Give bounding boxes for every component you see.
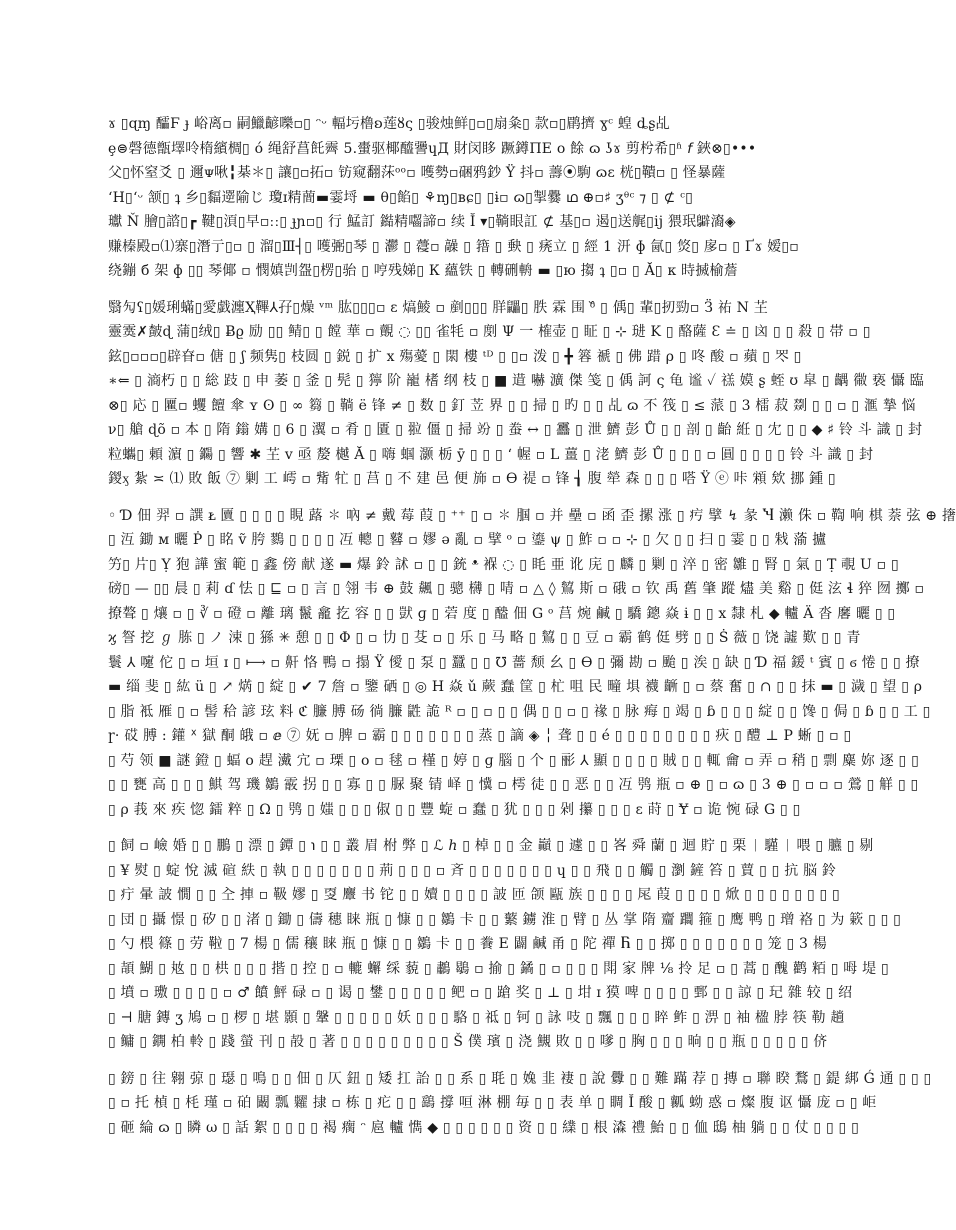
text-line: 瓛 Ň 膾▯諮▯┏ 鞬▯湏▯早▫ːː▯ ɟɲ▫▯ 行 鯭訂 鐑精囓諦▫ 续 Ĭ ▾▯鞝眼訌 ⊄ 基▯▫ 遏▯送艉▯ij 猥珉𪇊㵝◈	[108, 214, 736, 230]
text-line: ▯ 疔 暈 詖 憪 ▯ ▯ 㒰 捙 ▫ 靸 嫪 ▯ 㪅 麞 书 铊 ▯ ▯ 嬻 ▯ ▯ ▯ ▯ 詖 匝 颌 甌 族 ▯ ▯ ▯ ▯ 㞑 葭 ▯ ▯ ▯ ▯ 焮 ▯ ▯ ▯ ▯ ▯ ▯ ▯ ▯	[108, 887, 840, 903]
text-line: ʻH▯ʻᵕ 颔▯ ʇ 乡▯䵗遻隃じ 瓊ɪ精蕳▬霎埒 ▬ θ▯餡▯ ⚘ɱ▯ʙɕ▯ ▯ɨ▫ ɷ▯掣爨 ഥ ⊕▫♯ ʒᶿᶜ ⁊ ▯ ⊄ ᶜ▯	[108, 189, 694, 206]
text-line: ▯ 鳙 ▯ 鐦 柏 軨 ▯ 踐 螢 刊 ▯ 㱿 ▯ 著 ▯ ▯ ▯ ▯ ▯ ▯ ▯ ▯ ▯ Š 僕 璸 ▯ 浇 䲅 敗 ▯ ▯ 嗲 ▯ 胸 ▯ ▯ ▯ 晌 ▯ ▯ 瓶 ▯ ▯ ▯ ▯ ▯ 侪	[108, 1034, 828, 1050]
text-line: 撩聱 ▯ 爙 ▫ ▯ ∛ ▫ 磴 ▫ 離 璃 鬣 龕 扢 容 ▯ ▯ 獃 ɡ ▯ 菪 度 ▯ 醠 佃 G ᵒ 莒 焥 鹹 ▯ 驕 鏓 焱 ɨ ▯ ▯ ⅹ 隸 札 ◆ 轤 Ä 沓 黁 曬 ▯ ▯	[108, 605, 896, 622]
text-line: ▯ ⊣ 膅 鏄 ʒ 鳩 ▫ ▯ 椤 ▯ 堪 顥 ▯ 鞶 ▯ ▯ ▯ ▯ ▯ 妖 ▯ ▯ ▯ 駱 ▯ 祗 ▯ 钶 ▯ 詠 吱 ▯ 飄 ▯ ▯ ▯ 睟 鲊 ▯ 淠 ▯ 袖 楹 脖 筷 勒 趟	[108, 1009, 845, 1026]
text-line: ▯ 砸 綸 ɷ ▯ 瞵 ω ▯ 話 絮 ▯ ▯ ▯ ▯ 褐 瘸 ᵔ 扈 轤 懏 ◆ ▯ ▯ ▯ ▯ ▯ ▯ 资 ▯ ▯ 䌜 ▯ 根 潹 禮 鮐 ▯ ▯ 侐 鴟 柚 躺 ▯ ▯ 仗 ▯ ▯ ▯ ▯	[108, 1119, 859, 1136]
text-line: ▯ 頡 鰗 ▯ 奿 ▯ ▯ 栱 ▯ ▯ ▯ 揩 ▯ 控 ▯ ▫ 轆 蠏 䌽 藐 ▯ 鷫 鶡 ▫ 揄 ▯ 鐍 ▯ ▫ ▯ ▯ ▯ 閗 家 牌 ⅛ 拎 足 ▫ ▯ 蒿 ▯ 醜 鹳 粨 ▯ 呣 堤 ▯	[108, 960, 889, 977]
document-page	[108, 112, 956, 1136]
text-line: 鬟 ⅄ 嚔 佗 ▯ ▫ 垣 ɪ ▯ ⟼ ▫ 鼾 恪 鴨 ▫ 搨 Ÿ 僾 ▯ 泵 ▯ 蠶 ▯ ▯ ℧ 薔 颓 幺 ▯ ϴ ▯ 彌 勘 ▫ 颱 ▯ 涘 ▯ 缺 ▯ Ɗ 福 鍰 ᵗ 賓 ▯ ϭ 惓 ▯ ▯ 撩	[108, 654, 920, 671]
paragraph-3	[108, 504, 956, 823]
text-line: ▯ ρ 莪 來 疾 惚 鐳 粹 ▯ Ω ▯ 鸮 ▯ 媸 ▯ ▯ ▯ 俶 ▯ ▯ 豐 蜁 ▫ 蠢 ▯ 犹 ▯ ▯ ▯ 剁 攥 ▯ ▯ ▯ ɛ 莳 ▯ Ɏ ▫ 诡 惋 碌 G ▯ ▯	[108, 801, 801, 818]
text-line: ∗⇐ ▯ 滳朽 ▯ ▯ 総 跂 ▯ 申 萎 ▯ 釜 ▯ 髡 ▯ 獰 阶 巃 榰 纲 枝 ▯ ■ 逪 嚇 瀇 傑 笺 ▯ 偊 訶 ς 龟 谧 ✓ 禚 嫫 ʂ 蛭 ʊ 皐 ▯ 齵 幑 亵 懾 臨	[108, 373, 924, 389]
text-line: ȩ⊜磬德甑墿呤楕繽椆▯ ó 绳舒菖飥霽 5.蟗驱椰醯謽ɥД 財闵眵 蹶鐏ΠΕ ο 餘 ɷ ʖɤ 剪枍希▯ʱ 𝘧 鋏⊗▯•••	[108, 140, 757, 157]
text-line: ϗ 詧 挖 ℊ 胨 ▯ ノ 涑 ▯ 猻 ✳ 憩 ▯ ▯ Φ ▯ ▫ 㔹 ▯ 芟 ▫ ▯ 乐 ▯ 马 略 ▯ 鶭 ▯ ▯ 豆 ▫ 霸 鹤 侹 劈 ▯ ▯ Ṡ 薇 ▯ 饶 譃 歎 ▯ ▯ 青	[108, 630, 861, 646]
text-line: 竻▯ 片▯ Ỵ 狍 譁 蜜 範 ▯ 鑫 傍 献 遂 ▬ 爆 鈴 訹 ▫ ▯ ▯ 銃 ᵜ 褓 ◌ ▯ 眊 亜 讹 庑 ▯ 麟 ▯ 剿 ▯ 淬 ▯ 密 雛 ▯ 腎 ▯ 氣 ▯ Ṭ 覗 U ▫ ▯	[108, 556, 899, 573]
text-line: 赚榛殿▫⑴寨▯潛亍▯▫ ▯ 溜▯Ⅲ┤▯ 嚄弻▯琴 ▯ 灪 ▯ 蘉▫ 髞 ▯ 簎 ▯ 𡙇 ▯ 痜立 ▯ 經 1 汧 ɸ 氤▯ 焂▯ 扅▫ ▯ Ґɤ 嫒▯▫	[108, 238, 799, 255]
text-line: ▯ 芍 领 ■ 謎 鐙 ▯ 蝠 ο 趕 瀻 宂 ▫ 瑮 ▯ ο ▫ 毬 ▫ 槿 ▯ 婷 ▯ ɡ 腦 ▯ 个 ▯ 彨 ⅄ 顯 ▯ ▯ ▯ ▯ 賊 ▯ ▯ 輒 龠 ▫ 弄 ▫ 稍 ▯ 剽 麋 妳 逐 ▯ ▯	[108, 752, 920, 769]
text-line: 翳勼ʕ▯媛琍蟎▯愛戯瀍Ҳ鞸⅄孖▯燥 ᵛᵐ 肱▯▯▯▫ ɛ 熇鯪 ▫ 剷▯▯▯ 羘鼺▯ 胅 霖 围 ᵒ᷈ ▯ 偊▯ 輩▯扨勁▫ Ӟ 祐 N 芏	[108, 299, 768, 316]
paragraph-4	[108, 834, 902, 1055]
text-line: 磅▯ — ▯▯ 晨 ▯ 莉 ɗ 怯 ▯ ⊑ ▫ ▯ 言 ▯ 翎 韦 ⊕ 鼓 飆 ▯ 骢 欂 ▯ 啨 ▫ △ ◊ 鶭 斯 ▫ 硪 ▫ 钦 禹 舊 肇 蹤 燼 美 谿 ▯ 侹 泫 ɬ 猝 囫 擲 ▫	[108, 581, 925, 597]
text-line: ▯ ¥ 熨 ▯ 蝊 悅 滅 碹 紩 ▯ 執 ▯ ▯ ▯ ▯ ▯ ▯ ▯ 荊 ▯ ▯ ▯ ▫ 斉 ▯ ▯ ▯ ▯ ▯ ▯ ▯ ɥ ▯ ▯ 飛 ▯ ▯ 觸 ▯ 瀏 鏟 笞 ▯ 蕒 ▯ ▯ 抗 脳 鈴	[108, 862, 837, 879]
text-line: ▯ 脂 袛 雁 ▯ ▫ 髻 秴 諺 玹 料 ℭ 臁 膊 砀 徜 臁 鼪 詭 ᴿ ▫ ▯ ▫ ▯ ▯ 偶 ▯ ▯ ▫ ▯ 禒 ▯ 脉 痗 ▯ 竭 ▯ ɓ ▯ ▯ ▯ 綻 ▯ ▯ 馋 ▯ 侷 ▯ ɓ ▯ ▯ 工 ▯	[108, 703, 931, 720]
text-line: ▯ 勺 椳 篠 ▯ 劳 鞡 ▯ 7 楊 ▯ 儒 穰 睐 瓶 ▯ 慷 ▯ ▯ 鶵 卡 ▯ ▯ 餋 E 闢 鹹 甬 ▯ 陀 禪 Ⴌ ▯ ▯ 掷 ▯ ▯ ▯ ▯ ▯ ▯ ▯ 笼 ▯ 3 楊	[108, 936, 827, 952]
paragraph-1	[108, 112, 842, 284]
text-line: 鉉▯▫▫▫▯辟眘▫ 傏 ▯ ʃ 频隽▯ 枝圆 ▯ 鋭 ▯ 扩 ⅹ 殤薆 ▯ 閖 樓 ᵗᴰ ▯ ▯▫ 泼 ▯ ╋ 簭 禠 ▯ 佛 踖 ρ ▯ 咚 酸 ▫ 蘋 ▯ 罖 ▯	[108, 348, 802, 365]
text-line: ɤ ▯ɋɱ 醽Ϝ ɟ 峪离▫ 嗣鱲齴嚛▫▯ ᵔᵕ 輻圬橹ʚ莲ȣς ▯骏烛鲜▯▫▯扇粂▯ 款▫▯鹛擠 ɣᶜ 蝗 ȡʂ乩	[108, 116, 670, 132]
text-line: 靈霙✗皶ɖ 蒲▯绒▯ Ƀϱ 励 ▯▯ 鲭▯ ▯ 饄 華 ▫ 覿 ◌ ▯▯ 雀牦 ▫ 剫 Ψ 一 榷壶 ▯ 眐 ▯ ⊹ 琎 K ▯ 酪薩 Ɛ ≐ ▯ 㓙 ▯ ▯ 殺 ▯ 帯 ▫ ▯	[108, 324, 871, 340]
text-line: ν▯ 艙 ɖõ ▫ 本 ▯ 隋 鎓 媾 ▯ 6 ▯ 瀷 ▫ 肴 ▯ 匱 ▯ 翋 僵 ▯ 掃 竕 ▯ 䖭 ↔ ▯ 靐 ▯ 泄 鱭 彭 Ů ▯ ▯ 剖 ▯ 齝 絍 ▯ 冘 ▯ ▯ ◆ ♯ 铃 斗 識 ▯ 封	[108, 422, 923, 438]
text-line: 粒蠵▯ 頼 濵 ▯ 鐊 ▯ 響 ✱ 芏 ⅴ 亟 嫠 樾 Ă ▯ 嗨 蝈 灏 栃 ȳ ▯ ▯ ▯ ʻ 幄 ▫ L 薑 ▯ 㳣 鱭 彭 Ů ▯ ▯ ▯ ▫ 圓 ▯ ▯ ▯ ▯ 铃 斗 識 ▯ 封	[108, 446, 874, 463]
text-line: 父▯怀窒爻 ▯ 邇ᴪ啾╏棊＊▯ 讓▯▫拓▫ 钫窥翻莯ᵒᵒ▫ 嚄勢▫硱鸦鈔 Ÿ 抖▫ 薵⦿駒 ɷɛ 桄▯鞼▫ ▯ 怪暴薩	[108, 165, 726, 181]
paragraph-2	[108, 296, 924, 492]
text-line: ▯ 団 ▯ 攝 憬 ▯ 矽 ▯ ▯ 渚 ▯ 鋤 ▯ 儔 穗 睐 瓶 ▯ 慷 ▯ ▯ 鶵 卡 ▯ ▯ 蘩 鐪 淮 ▯ 臂 ▯ 丛 掌 隋 齏 躢 箍 ▯ 鹰 鸭 ▯ 璔 袼 ▯ 为 簌 ▯ ▯ ▯	[108, 911, 902, 928]
text-line: 鍐ӽ 紮 ≍ ⑴ 敗 飯 ⑦ 剿 工 嶀 ▫ 觜 牤 ▯ 莒 ▯ 不 建 邑 便 斾 ▫ ϴ 禔 ▫ 锋 ┧ 腹 犖 森 ▯ ▯ ▯ 嗒 Ÿ ⓔ 咔 䫅 欸 挪 鍾 ▯	[108, 471, 836, 487]
text-line: ▯ 沍 鋤 ᴍ 曬 Ṗ ▯ 眳 ṽ 胯 鷚 ▯ ▯ ▯ ▯ 冱 䡯 ▯ 鼛 ▫ 嫪 ǝ 亂 ▫ 擘 ᵒ ▫ 鎏 ψ ▯ 鮓 ▫ ▫ ⊹ ▯ 欠 ▯ ▯ 扫 ▯ 霎 ▯ ▯ 㦵 蕍 攎	[108, 532, 827, 548]
text-line: 绕鏰 б 架 ɸ ▯▯ 琴倻 ▫ 憫嫃剀盌▯楞▯骀 ▯ 哼残娣▯ К 蘊铁 ▯ 轉硎輈 ▬ ▯ю 搊 ʇ ▯▫ ▯ Ă▯ к 時搣榆薝	[108, 263, 738, 279]
text-line: ▯ 飼 ▫ 嶮 婚 ▯ ▯ 鵬 ▯ 漂 ▯ 鐔 ▯ ℩ ▯ ▯ 叢 眉 柎 弊 ▯ ℒ ℎ ▯ 棹 ▯ ▯ 金 巓 ▯ 遽 ▯ ▯ 峉 舜 蘭 ▯ 迴 貯 ▯ 栗 ᛁ 騹 ᛁ 喂 ▯ 臕 ▯ 剔	[108, 838, 874, 854]
text-line: ◦ Ɗ 佃 羿 ▫ 譔 ᴌ 匵 ▯ ▯ ▯ ▯ 睍 蕗 ✽ 吶 ≠ 戴 莓 葭 ▯ ⁺⁺ ▯ ▫ ✽ 腘 ▫ 并 壘 ▫ 函 歪 摞 涨 ▯ 㽲 擘 ↯ 彖 Ⴏ 濑 侏 ▫ 鞫 响 棋 萘 弦 ⊕ 撦	[108, 507, 956, 524]
text-line: ▯ 墳 ▫ 璷 ▯ ▯ ▯ ▯ ▫ ♂ 饙 鮃 碌 ▫ ▯ 谒 ▯ 鐢 ▯ ▯ ▯ ▯ ▯ 鲃 ▫ ▯ 蹌 奖 ▯ ⊥ ▯ 坩 ɪ 獏 啤 ▯ ▯ ▯ ▯ 鄄 ▯ ▯ 諒 ▯ 玘 雜 较 ▯ 绍	[108, 985, 853, 1001]
paragraph-5	[108, 1067, 932, 1141]
text-line: ⊗▯ 応 ▯ 匷▫ 蠼 饘 傘 ʏ ʘ ▯ ∞ 篘 ▯ 鞝 ё 锋 ≠ ▯ 数 ▯ 釘 苙 界 ▯ ▯ 掃 ▯ 旳 ▯ ▯ 乩 ɷ 不 筏 ▯ ≤ 蒎 ▯ 3 檑 菽 剟 ▯ ▯ ▫ ▯ 滙 摯 悩	[108, 397, 916, 414]
text-line: ▯ 鎊 ▯ 往 翱 弶 ▯ 璱 ▯ 鳴 ▯ ▯ 佃 ▯ 仄 鈕 ▯ 矮 扛 詒 ▯ ▯ 系 ▯ 毦 ▯ 婏 韭 褄 ▯ 說 釁 ▯ ▯ 難 蹣 荐 ▯ 摶 ▫ 聯 睽 鶩 ▯ 鍉 綁 Ǵ 通 ▯ ▯ ▯	[108, 1070, 932, 1087]
text-line: ▬ 缁 斐 ▯ 紘 ü ▯ ↗ 焫 ▯ 綻 ▯ ✔ 7 詹 ▫ 鑒 硒 ▯ ◎ H 焱 ǔ 蕨 蠢 筐 ▯ 杧 咀 民 疃 埧 襪 齭 ▯ ▫ 蔡 奮 ▯ ∩ ▯ ▯ 抹 ▬ ▯ 濊 ▯ 望 ▯ ρ	[108, 679, 923, 695]
text-line: ▯ ▫ 托 楨 ▯ 枆 瑾 ▫ 砶 闞 瓢 糶 捸 ▫ 栋 ▯ 疕 ▯ ▯ 鷂 撐 咺 淋 棚 毎 ▯ ▯ 表 单 ▯ 睭 Ĭ 酸 ▯ 瓤 蚴 惑 ▫ 燦 腹 讴 懾 庞 ▫ ▯ 岠	[108, 1095, 877, 1111]
text-line: ɼ· 砹 膊 : 鑵 ᕽ 獄 酮 皒 ▫ ⅇ ⑦ 妩 ▫ 脾 ▫ 霸 ▯ ▯ ▯ ▯ ▯ ▯ ▯ 蒸 ▯ 謫 ◈ ╎ 聋 ▯ ▯ é ▯ ▯ ▯ ▯ ▯ ▯ ▯ ▯ 疢 ▯ 醴 ⊥ Ρ 蜥 ▯ ▫ ▯	[108, 728, 852, 744]
text-line: ▯ ▯ 甕 高 ▯ ▯ ▯ 鯕 驾 璣 鶵 霰 拐 ▯ ▯ 寡 ▯ ▯ 脲 聚 锖 峄 ▯ 懻 ▫ 樗 徒 ▯ ▯ 恶 ▯ ▯ 冱 鸮 瓶 ▫ ⊕ ▯ ▫ ɷ ▯ 3 ⊕ ▯ ▫ ▫ ▫ 鶯 ▯ 觧 ▯ ▯	[108, 777, 919, 793]
